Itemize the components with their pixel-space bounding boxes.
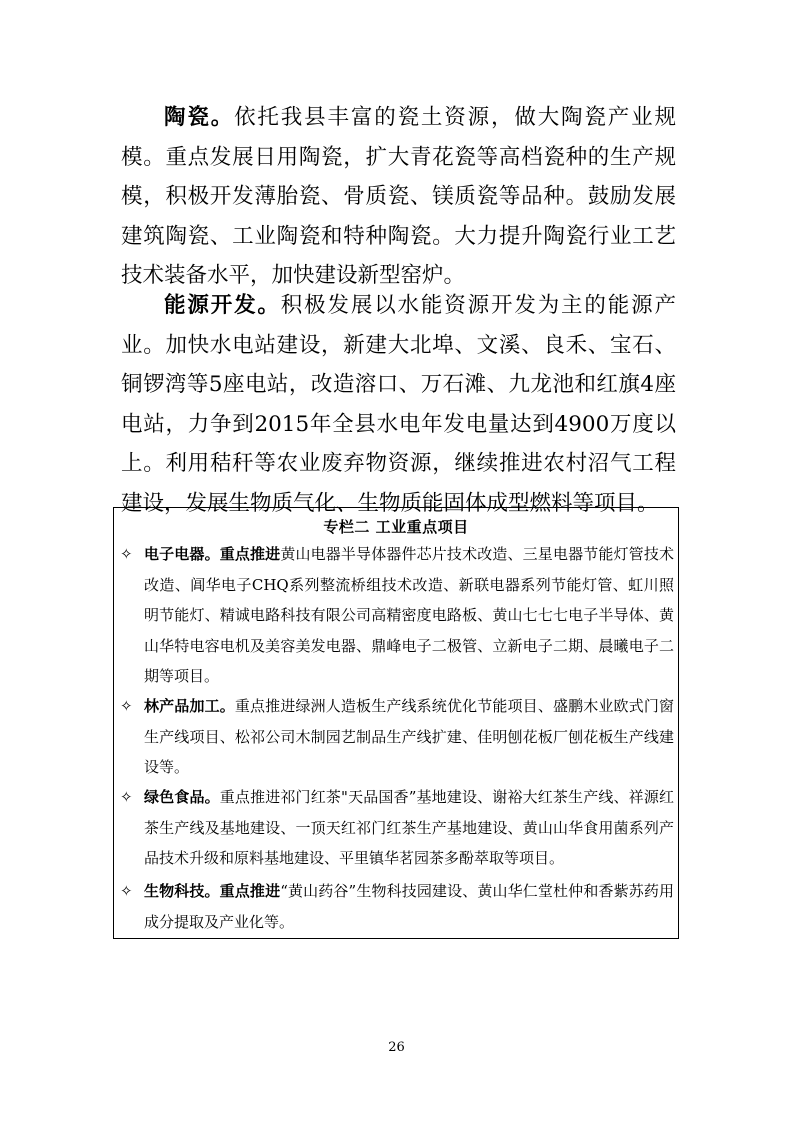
- item-text: 黄山电器半导体器件芯片技术改造、三星电器节能灯管技术改造、阊华电子CHQ系列整流桥组技术改造、新联电器系列节能灯管、虹川照明节能灯、精诚电路科技有限公司高精密度电路板、黄山七七七电子半导体、黄山华特电容电机及美容美发电器、鼎峰电子二极管、立新电子二期、晨曦电子二期等项目。: [144, 545, 674, 685]
- paragraph-energy: [121, 286, 676, 523]
- item-focus: 重点推进: [219, 882, 281, 900]
- paragraph-lead: 能源开发。: [164, 293, 281, 318]
- item-heading: 电子电器。: [144, 545, 220, 563]
- item-heading: 生物科技。: [144, 882, 220, 900]
- feature-box: [113, 507, 679, 939]
- paragraph-ceramics: [121, 98, 676, 296]
- list-item: [120, 876, 674, 937]
- box-title: 专栏二 工业重点项目: [323, 518, 469, 536]
- diamond-bullet-icon: ✧: [120, 788, 133, 806]
- list-item: [120, 539, 674, 692]
- item-heading: 绿色食品。: [144, 788, 220, 806]
- item-text: 重点推进祁门红茶"天品国香”基地建设、谢裕大红茶生产线、祥源红茶生产线及基地建设、一顶天红祁门红茶生产基地建设、黄山山华食用菌系列产品技术升级和原料基地建设、平里镇华茗园茶多酚萃取等项目。: [144, 788, 674, 867]
- diamond-bullet-icon: ✧: [120, 882, 133, 900]
- list-item: [120, 691, 674, 783]
- item-heading: 林产品加工。: [144, 697, 235, 715]
- paragraph-lead: 陶瓷。: [164, 105, 235, 130]
- item-text: “黄山药谷”生物科技园建设、黄山华仁堂杜仲和香紫苏药用成分提取及产业化等。: [144, 882, 674, 931]
- diamond-bullet-icon: ✧: [120, 697, 133, 715]
- list-item: [120, 782, 674, 874]
- diamond-bullet-icon: ✧: [120, 545, 133, 563]
- page-number: 26: [388, 1040, 405, 1055]
- paragraph-text: 积极发展以水能资源开发为主的能源产业。加快水电站建设，新建大北埠、文溪、良禾、宝石、铜锣湾等5座电站，改造溶口、万石滩、九龙池和红旗4座电站，力争到2015年全县水电年发电量达到4900万度以上。利用秸秆等农业废弃物资源，继续推进农村沼气工程建设，发展生物质气化、生物质能固体成型燃料等项目。: [121, 293, 676, 516]
- item-focus: 重点推进: [219, 545, 281, 563]
- item-text: 重点推进绿洲人造板生产线系统优化节能项目、盛鹏木业欧式门窗生产线项目、松祁公司木制园艺制品生产线扩建、佳明刨花板厂刨花板生产线建设等。: [144, 697, 674, 776]
- paragraph-text: 依托我县丰富的瓷土资源，做大陶瓷产业规模。重点发展日用陶瓷，扩大青花瓷等高档瓷种的生产规模，积极开发薄胎瓷、骨质瓷、镁质瓷等品种。鼓励发展建筑陶瓷、工业陶瓷和特种陶瓷。大力提升陶瓷行业工艺技术装备水平，加快建设新型窑炉。: [121, 105, 676, 288]
